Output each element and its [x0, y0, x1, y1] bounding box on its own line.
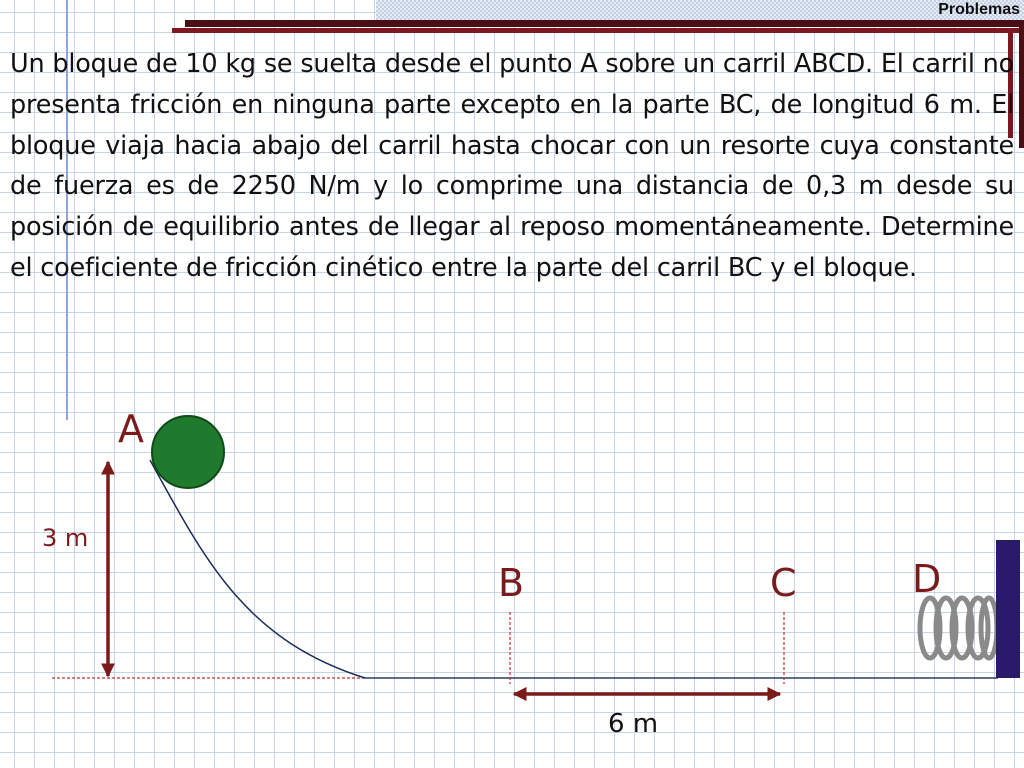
problem-statement: Un bloque de 10 kg se suelta desde el punto A sobre un carril ABCD. El carril no presenta fricción en ninguna parte excepto en la parte BC, de longitud 6 m. El bloque viaja hacia abajo del carril hasta chocar con un resorte cuya constante de fuerza es de 2250 N/m y lo comprime una distancia de 0,3 m desde su posición de equilibrio antes de llegar al reposo momentáneamente. Determine el coeficiente de fricción cinético entre la parte del carril BC y el bloque. [10, 49, 1014, 283]
header-title: Problemas [938, 1, 1020, 18]
height-label: 3 m [42, 524, 89, 552]
curved-track [150, 460, 365, 678]
block-icon [152, 416, 224, 488]
point-label-d: D [912, 557, 942, 601]
point-label-c: C [770, 561, 797, 605]
point-label-a: A [118, 407, 144, 451]
wall-icon [996, 540, 1020, 678]
bc-length-label: 6 m [608, 709, 659, 739]
point-label-b: B [498, 561, 525, 605]
spring-icon [920, 598, 997, 658]
